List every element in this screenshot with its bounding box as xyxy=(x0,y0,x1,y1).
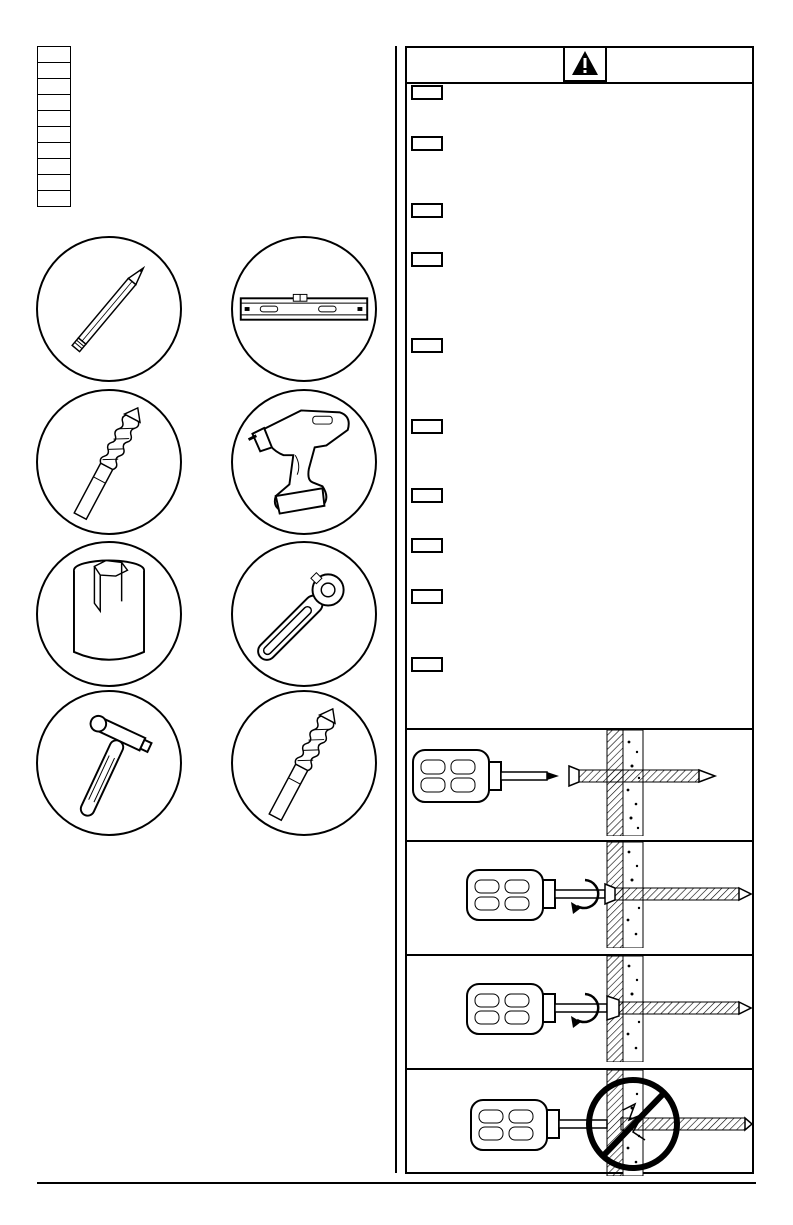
warning-step-box xyxy=(411,338,443,353)
figure-screw-tightened xyxy=(407,954,752,1062)
drill-bit-icon xyxy=(36,389,182,535)
warning-step-box xyxy=(411,419,443,434)
warning-step-box xyxy=(411,657,443,672)
checklist-box xyxy=(37,79,71,95)
checklist-box xyxy=(37,191,71,207)
checklist-box xyxy=(37,127,71,143)
warning-step-box xyxy=(411,136,443,151)
warning-header xyxy=(407,48,752,84)
figure-screw-tighten xyxy=(407,840,752,948)
hammer-icon xyxy=(36,690,182,836)
level-icon xyxy=(231,236,377,382)
pencil-icon xyxy=(36,236,182,382)
warning-triangle-icon xyxy=(563,46,607,82)
hex-socket-icon xyxy=(36,541,182,687)
warning-step-box xyxy=(411,203,443,218)
warning-step-box xyxy=(411,538,443,553)
checklist-box xyxy=(37,175,71,191)
footer-rule xyxy=(37,1182,756,1184)
warning-step-box xyxy=(411,488,443,503)
parts-checklist xyxy=(37,46,71,207)
warning-panel xyxy=(405,46,754,1174)
checklist-box xyxy=(37,159,71,175)
ratchet-wrench-icon xyxy=(231,541,377,687)
checklist-box xyxy=(37,111,71,127)
warning-step-box xyxy=(411,252,443,267)
power-drill-icon xyxy=(231,389,377,535)
warning-step-box xyxy=(411,589,443,604)
warning-step-box xyxy=(411,85,443,100)
figure-overtighten-prohibited xyxy=(407,1068,752,1176)
checklist-box xyxy=(37,143,71,159)
masonry-bit-icon xyxy=(231,690,377,836)
checklist-box xyxy=(37,63,71,79)
checklist-box xyxy=(37,46,71,63)
checklist-box xyxy=(37,95,71,111)
figure-screw-insert xyxy=(407,728,752,836)
column-divider xyxy=(395,46,397,1173)
